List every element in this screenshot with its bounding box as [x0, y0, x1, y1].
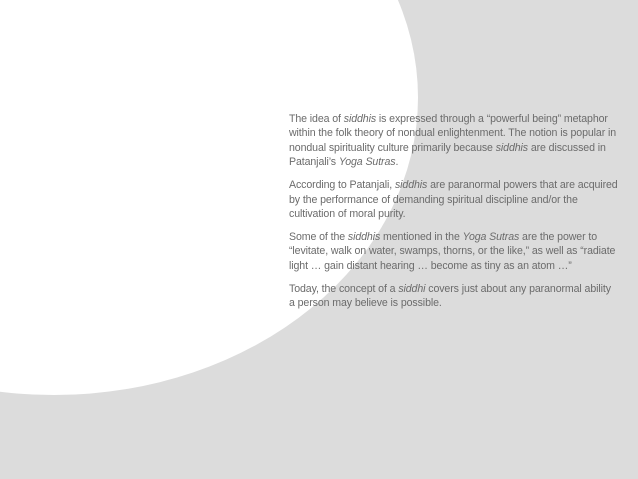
text-segment-italic: Yoga Sutras	[338, 156, 396, 169]
text-segment: are discussed in Patanjali’s	[289, 141, 606, 169]
paragraph-1	[289, 112, 619, 170]
paragraph-2	[289, 178, 619, 221]
text-segment-italic: siddhis	[495, 141, 528, 154]
text-segment-italic: Yoga Sutras	[462, 231, 520, 244]
text-segment: Some of the	[289, 231, 348, 244]
text-segment-italic: siddhi	[398, 282, 426, 295]
text-segment: are the power to “levitate, walk on water, swamps, thorns, or the like,” as well as “radiate light … gain distant hearing … become as tiny as an atom …”	[289, 231, 616, 272]
text-segment: covers just about any paranormal ability a person may believe is possible.	[289, 282, 611, 310]
paragraph-4	[289, 282, 619, 311]
text-block	[289, 112, 619, 319]
paragraph-3	[289, 230, 619, 273]
text-segment: mentioned in the	[380, 231, 463, 244]
text-segment: The idea of	[289, 113, 344, 125]
text-segment: According to Patanjali,	[289, 179, 395, 192]
text-segment: is expressed through a “powerful being” metaphor within the folk theory of nondual enlightenment. The notion is popular in nondual spirituality culture primarily because	[289, 113, 617, 154]
text-segment: are paranormal powers that are acquired by the performance of demanding spiritual discipline and/or the cultivation of moral purity.	[289, 179, 618, 221]
text-segment-italic: siddhis	[343, 113, 377, 125]
text-segment: .	[395, 156, 399, 169]
text-segment: Today, the concept of a	[289, 282, 399, 295]
text-segment-italic: siddhis	[394, 179, 428, 192]
text-segment-italic: siddhis	[347, 231, 381, 244]
